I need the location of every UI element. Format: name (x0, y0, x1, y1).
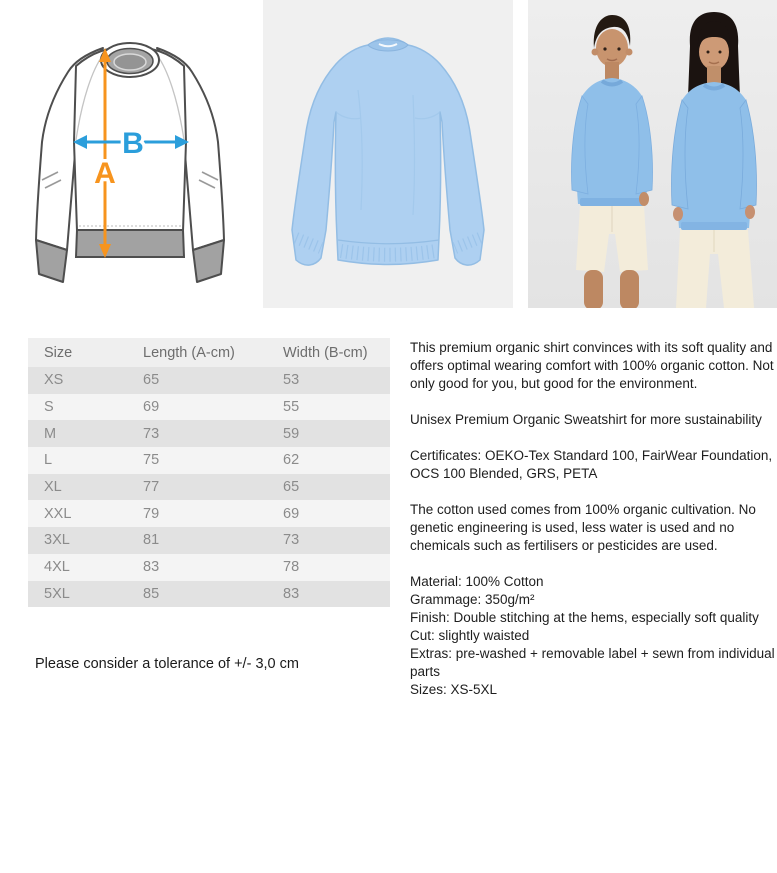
cell-width: 55 (283, 399, 300, 416)
cell-size: 4XL (44, 559, 70, 576)
male-model (571, 15, 652, 308)
table-row-m (28, 420, 390, 447)
table-row-5xl (28, 581, 390, 608)
spec-extras: Extras: pre-washed + removable label + sewn from individual parts (410, 646, 775, 679)
man-right-eye (617, 47, 620, 50)
woman-trousers (676, 230, 754, 308)
description-paragraph: Certificates: OEKO-Tex Standard 100, FairWear Foundation, OCS 100 Blended, GRS, PETA (410, 448, 773, 481)
cell-length: 69 (143, 399, 160, 416)
flat-lay-sweatshirt (263, 0, 513, 308)
table-row-l (28, 447, 390, 474)
woman-left-hand (673, 207, 683, 221)
woman-right-hand (745, 205, 755, 219)
size-diagram-image (0, 0, 260, 308)
woman-hem-band (681, 222, 747, 230)
spec-material: Material: 100% Cotton (410, 574, 544, 589)
cell-length: 83 (143, 559, 160, 576)
cell-width: 59 (283, 425, 300, 442)
table-row-xl (28, 474, 390, 501)
col-header-size: Size (44, 344, 73, 361)
cell-length: 75 (143, 452, 160, 469)
cell-size: XS (44, 372, 64, 389)
models-wearing-sweatshirts (528, 0, 777, 308)
man-hem-band (580, 198, 644, 206)
woman-left-eye (707, 51, 710, 54)
flatlay-sweatshirt-body (292, 38, 484, 265)
spec-cut: Cut: slightly waisted (410, 628, 530, 643)
woman-neck (707, 66, 721, 83)
cell-width: 83 (283, 585, 300, 602)
cell-size: S (44, 399, 54, 416)
diagram-waistband (76, 230, 184, 257)
cell-length: 77 (143, 479, 160, 496)
female-model (671, 12, 756, 308)
tolerance-note: Please consider a tolerance of +/- 3,0 cm (35, 656, 299, 672)
cell-length: 65 (143, 372, 160, 389)
table-row-3xl (28, 527, 390, 554)
spec-list (410, 573, 776, 699)
woman-right-eye (719, 51, 722, 54)
cell-size: XL (44, 479, 62, 496)
spec-sizes: Sizes: XS-5XL (410, 682, 498, 697)
cell-length: 85 (143, 585, 160, 602)
product-photo (263, 0, 513, 308)
cell-length: 73 (143, 425, 160, 442)
col-header-length: Length (A-cm) (143, 344, 235, 361)
size-table-header-row (28, 338, 390, 367)
table-row-xxl (28, 500, 390, 527)
cell-size: 3XL (44, 532, 70, 549)
product-description (410, 339, 776, 699)
man-right-ear (626, 49, 633, 56)
diagram-collar-inner (114, 54, 146, 70)
size-table (28, 338, 390, 607)
models-photo (528, 0, 777, 308)
table-row-s (28, 394, 390, 421)
table-row-xs (28, 367, 390, 394)
description-paragraph: This premium organic shirt convinces with its soft quality and offers optimal wearing comfort with 100% organic cotton. Not only good for you, but good for the environment. (410, 340, 774, 391)
cell-width: 65 (283, 479, 300, 496)
cell-width: 69 (283, 505, 300, 522)
man-left-leg (584, 270, 603, 308)
cell-size: L (44, 452, 53, 469)
cell-width: 53 (283, 372, 300, 389)
measure-label-b: B (122, 127, 144, 160)
cell-size: M (44, 425, 57, 442)
spec-finish: Finish: Double stitching at the hems, especially soft quality (410, 610, 759, 625)
cell-width: 73 (283, 532, 300, 549)
cell-size: 5XL (44, 585, 70, 602)
man-right-leg (620, 270, 639, 308)
man-left-eye (603, 47, 606, 50)
description-paragraph: Unisex Premium Organic Sweatshirt for more sustainability (410, 412, 762, 427)
table-row-4xl (28, 554, 390, 581)
man-right-hand (639, 192, 649, 206)
man-left-ear (592, 49, 599, 56)
man-face (596, 29, 628, 67)
spec-grammage: Grammage: 350g/m² (410, 592, 535, 607)
cell-width: 62 (283, 452, 300, 469)
cell-length: 81 (143, 532, 160, 549)
measure-label-a: A (94, 157, 116, 190)
sweatshirt-measurement-drawing (0, 0, 260, 308)
col-header-width: Width (B-cm) (283, 344, 368, 361)
cell-width: 78 (283, 559, 300, 576)
cell-length: 79 (143, 505, 160, 522)
description-paragraph: The cotton used comes from 100% organic cultivation. No genetic engineering is used, less water is used and no chemicals such as fertilisers or pesticides are used. (410, 502, 756, 553)
cell-size: XXL (44, 505, 72, 522)
man-neck (605, 62, 619, 80)
